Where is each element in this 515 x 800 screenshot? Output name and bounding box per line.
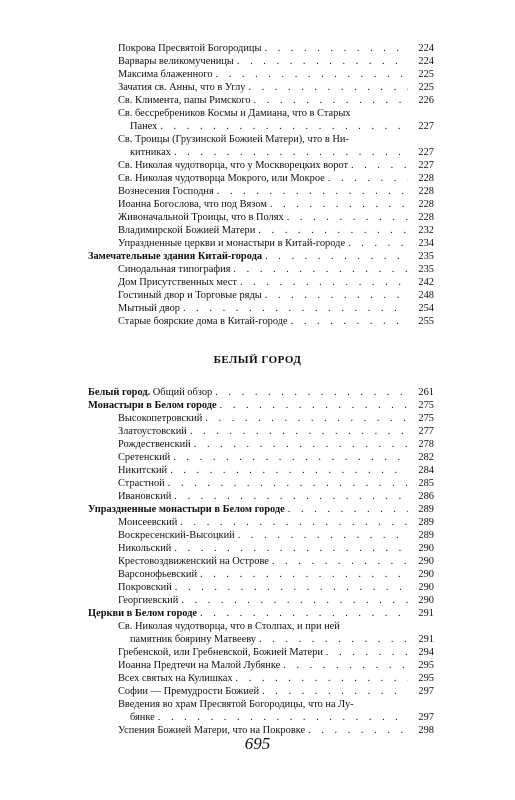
toc-page-number: 291 — [418, 608, 434, 619]
dot-leader — [326, 646, 408, 659]
toc-page-number: 225 — [418, 82, 434, 93]
toc-entry-title: Дом Присутственных мест — [118, 277, 237, 288]
dot-leader — [237, 55, 408, 68]
toc-page-number: 295 — [418, 673, 434, 684]
toc-page-number: 290 — [418, 543, 434, 554]
dot-leader — [200, 607, 408, 620]
toc-page-number: 228 — [418, 199, 434, 210]
toc-entry-title: Покровский — [118, 582, 172, 593]
toc-entry-title: Св. Николая чудотворца Мокрого, или Мокрое — [118, 173, 325, 184]
dot-leader — [291, 315, 408, 328]
page-number: 695 — [244, 734, 271, 753]
dot-leader — [175, 581, 408, 594]
toc-entry-title: Ивановский — [118, 491, 172, 502]
toc-page-number: 278 — [418, 439, 434, 450]
toc-page-number: 289 — [418, 530, 434, 541]
toc-entry-title: Белый город. — [88, 387, 151, 398]
dot-leader — [288, 503, 408, 516]
dot-leader — [262, 685, 408, 698]
toc-entry-title: Панех — [130, 121, 158, 132]
dot-leader — [270, 198, 408, 211]
toc-page-number: 226 — [418, 95, 434, 106]
toc-entry-title: Рождественский — [118, 439, 191, 450]
dot-leader — [217, 185, 408, 198]
toc-entry — [88, 172, 434, 185]
dot-leader — [180, 516, 408, 529]
toc-entry-title: Св. Николая чудотворца, что у Москворецких ворот — [118, 160, 349, 171]
dot-leader — [265, 250, 408, 263]
toc-entry-title: Зачатия св. Анны, что в Углу — [118, 82, 246, 93]
toc-page-number: 275 — [418, 413, 434, 424]
dot-leader — [220, 399, 408, 412]
toc-entry-title: Георгиевский — [118, 595, 179, 606]
dot-leader — [158, 711, 408, 724]
toc-page-number: 235 — [418, 264, 434, 275]
toc-entry-title: Св. Троицы (Грузинской Божией Матери), что в Ни- — [118, 134, 349, 145]
toc-entry-title: Моисеевский — [118, 517, 178, 528]
section-title: БЕЛЫЙ ГОРОД — [213, 354, 302, 366]
toc-entry-title: Златоустовский — [118, 426, 187, 437]
toc-page-number: 290 — [418, 569, 434, 580]
dot-leader — [170, 464, 408, 477]
dot-leader — [200, 568, 408, 581]
toc-entry-title: Св. бессребреников Космы и Дамиана, что в Старых — [118, 108, 351, 119]
toc-page-number: 290 — [418, 556, 434, 567]
toc-page-number: 291 — [418, 634, 434, 645]
toc-entry-title: Владимирской Божией Матери — [118, 225, 256, 236]
dot-leader — [287, 211, 408, 224]
toc-entry — [88, 542, 434, 555]
toc-entry — [88, 211, 434, 224]
toc-entry-title: Упраздненные церкви и монастыри в Китай-городе — [118, 238, 346, 249]
dot-leader — [236, 672, 408, 685]
toc-entry-title: Сретенский — [118, 452, 171, 463]
toc-entry — [88, 646, 434, 659]
dot-leader — [194, 438, 408, 451]
toc-entry — [88, 568, 434, 581]
dot-leader — [233, 263, 408, 276]
toc-entry-title: Никитский — [118, 465, 168, 476]
toc-entry — [88, 68, 434, 81]
toc-page-number: 284 — [418, 465, 434, 476]
dot-leader — [174, 542, 408, 555]
toc-entry — [88, 529, 434, 542]
dot-leader — [258, 224, 408, 237]
toc-entry — [88, 107, 434, 120]
toc-entry — [88, 289, 434, 302]
toc-entry-title: Упраздненные монастыри в Белом городе — [88, 504, 285, 515]
toc-entry — [88, 81, 434, 94]
toc-entry-title: Замечательные здания Китай-города — [88, 251, 263, 262]
toc-page-number: 289 — [418, 517, 434, 528]
toc-entry-title: памятник боярину Матвееву — [130, 634, 256, 645]
toc-entry — [88, 451, 434, 464]
toc-page-number: 294 — [418, 647, 434, 658]
toc-page-number: 227 — [418, 160, 434, 171]
toc-entry-title: Мытный двор — [118, 303, 180, 314]
toc-entry — [88, 633, 434, 646]
toc-entry — [88, 120, 434, 133]
toc-entry-title: Софии — Премудрости Божией — [118, 686, 260, 697]
dot-leader — [264, 42, 408, 55]
toc-entry — [88, 672, 434, 685]
toc-page-number: 242 — [418, 277, 434, 288]
toc-entry-title: бянке — [130, 712, 155, 723]
toc-page-number: 289 — [418, 504, 434, 515]
toc-entry — [88, 55, 434, 68]
toc-page-number: 227 — [418, 147, 434, 158]
dot-leader — [190, 425, 408, 438]
dot-leader — [348, 237, 408, 250]
toc-list-part1 — [88, 42, 434, 328]
dot-leader — [248, 81, 408, 94]
toc-entry — [88, 464, 434, 477]
dot-leader — [259, 633, 408, 646]
toc-entry — [88, 159, 434, 172]
toc-entry — [88, 412, 434, 425]
toc-entry-title: Монастыри в Белом городе — [88, 400, 217, 411]
toc-entry — [88, 659, 434, 672]
toc-entry — [88, 711, 434, 724]
toc-page-number: 297 — [418, 712, 434, 723]
toc-entry-title: Воскресенский-Высоцкий — [118, 530, 235, 541]
toc-entry — [88, 94, 434, 107]
toc-section-heading — [88, 503, 434, 516]
toc-entry — [88, 490, 434, 503]
dot-leader — [265, 289, 408, 302]
toc-page-number: 228 — [418, 186, 434, 197]
toc-page-number: 224 — [418, 43, 434, 54]
toc-page-number: 255 — [418, 316, 434, 327]
toc-entry — [88, 224, 434, 237]
toc-page-number: 235 — [418, 251, 434, 262]
toc-entry-title: Страстной — [118, 478, 165, 489]
toc-entry — [88, 315, 434, 328]
toc-entry — [88, 302, 434, 315]
toc-section-heading — [88, 250, 434, 263]
toc-entry-title: Иоанна Богослова, что под Вязом — [118, 199, 267, 210]
dot-leader — [254, 94, 408, 107]
toc-entry-title: Варсонофьевский — [118, 569, 198, 580]
toc-page-number: 282 — [418, 452, 434, 463]
toc-entry-title: Варвары великомученицы — [118, 56, 234, 67]
toc-entry-title: Гребенской, или Гребневской, Божией Матери — [118, 647, 323, 658]
toc-entry — [88, 276, 434, 289]
dot-leader — [272, 555, 408, 568]
toc-entry-title: Всех святых на Кулишках — [118, 673, 233, 684]
toc-entry-title: Гостиный двор и Торговые ряды — [118, 290, 262, 301]
toc-page-number: 224 — [418, 56, 434, 67]
toc-entry-title: Иоанна Предтечи на Малой Лубянке — [118, 660, 281, 671]
toc-page-number: 254 — [418, 303, 434, 314]
toc-section-heading — [88, 607, 434, 620]
toc-page-number: 277 — [418, 426, 434, 437]
dot-leader — [181, 594, 408, 607]
toc-entry — [88, 516, 434, 529]
toc-section-heading — [88, 399, 434, 412]
toc-entry-title: Максима блаженного — [118, 69, 213, 80]
toc-entry — [88, 185, 434, 198]
toc-entry — [88, 555, 434, 568]
toc-page-number: 286 — [418, 491, 434, 502]
toc-entry-title: китниках — [130, 147, 171, 158]
toc-entry-title: Церкви в Белом городе — [88, 608, 198, 619]
toc-entry — [88, 263, 434, 276]
toc-page-number: 290 — [418, 595, 434, 606]
toc-entry — [88, 685, 434, 698]
toc-entry — [88, 237, 434, 250]
toc-entry — [88, 425, 434, 438]
toc-entry-title: Успения Божией Матери, что на Покровке — [118, 725, 306, 736]
toc-entry-title: Св. Николая чудотворца, что в Столпах, и при ней — [118, 621, 340, 632]
toc-page-number: 290 — [418, 582, 434, 593]
toc-page-number: 298 — [418, 725, 434, 736]
toc-entry-title: Синодальная типография — [118, 264, 231, 275]
toc-entry — [88, 133, 434, 146]
toc-entry-title: Живоначальной Троицы, что в Полях — [118, 212, 284, 223]
dot-leader — [216, 68, 408, 81]
toc-list-part2 — [88, 386, 434, 737]
toc-entry — [88, 438, 434, 451]
toc-page-number: 297 — [418, 686, 434, 697]
toc-page-number: 261 — [418, 387, 434, 398]
toc-entry — [88, 594, 434, 607]
dot-leader — [174, 146, 408, 159]
toc-page-number: 248 — [418, 290, 434, 301]
dot-leader — [205, 412, 408, 425]
toc-entry — [88, 198, 434, 211]
dot-leader — [160, 120, 408, 133]
toc-page-number: 275 — [418, 400, 434, 411]
toc-section-heading — [88, 386, 434, 399]
dot-leader — [168, 477, 408, 490]
dot-leader — [183, 302, 408, 315]
toc-entry — [88, 581, 434, 594]
toc-entry-title: Старые боярские дома в Китай-городе — [118, 316, 288, 327]
dot-leader — [238, 529, 408, 542]
toc-entry-title: Никольский — [118, 543, 172, 554]
dot-leader — [240, 276, 408, 289]
toc-entry-title: Введения во храм Пресвятой Богородицы, что на Лу- — [118, 699, 354, 710]
toc-page-number: 232 — [418, 225, 434, 236]
toc-page-number: 227 — [418, 121, 434, 132]
dot-leader — [215, 386, 408, 399]
toc-entry — [88, 42, 434, 55]
toc-entry-title: Покрова Пресвятой Богородицы — [118, 43, 262, 54]
dot-leader — [174, 490, 408, 503]
toc-entry — [88, 698, 434, 711]
toc-entry-title: Крестовоздвиженский на Острове — [118, 556, 269, 567]
toc-page-number: 295 — [418, 660, 434, 671]
toc-page-number: 228 — [418, 173, 434, 184]
toc-page-number: 228 — [418, 212, 434, 223]
dot-leader — [328, 172, 408, 185]
toc-entry-title: Св. Климента, папы Римского — [118, 95, 251, 106]
toc-page-number: 225 — [418, 69, 434, 80]
toc-entry — [88, 146, 434, 159]
dot-leader — [283, 659, 408, 672]
toc-page-number: 285 — [418, 478, 434, 489]
dot-leader — [351, 159, 408, 172]
toc-page-number: 234 — [418, 238, 434, 249]
dot-leader — [173, 451, 408, 464]
toc-entry-title: Высокопетровский — [118, 413, 203, 424]
toc-entry-title: Вознесения Господня — [118, 186, 214, 197]
toc-entry-title-rest: Общий обзор — [150, 387, 213, 398]
toc-entry — [88, 620, 434, 633]
toc-entry — [88, 477, 434, 490]
